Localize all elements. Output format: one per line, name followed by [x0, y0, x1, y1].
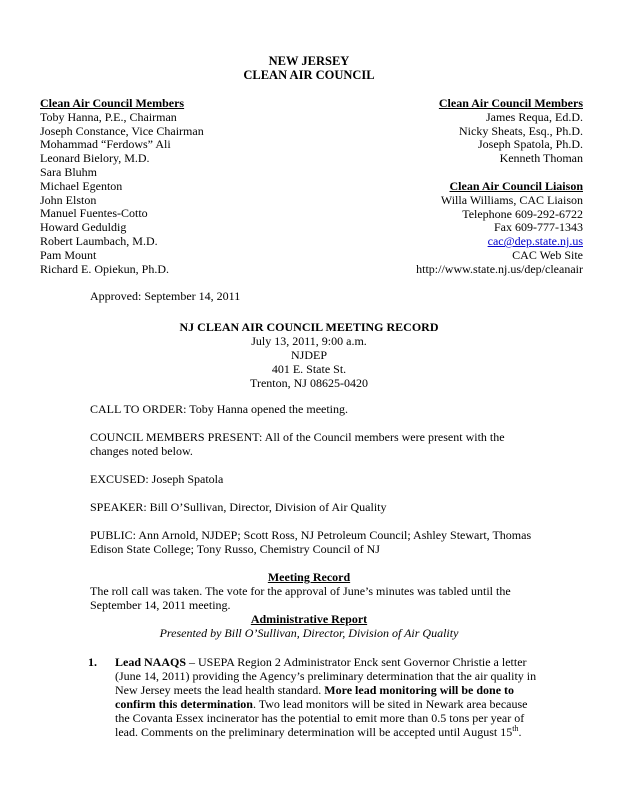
member-name: Pam Mount [40, 247, 97, 262]
admin-report-header [0, 612, 618, 640]
member-name: Manuel Fuentes-Cotto [40, 206, 148, 221]
member-name: Howard Geduldig [40, 220, 127, 235]
member-name: Richard E. Opiekun, Ph.D. [40, 261, 169, 276]
item-text-bold: More lead monitoring will be done to confirm this determination [115, 683, 515, 711]
speaker: SPEAKER: Bill O’Sullivan, Director, Division of Air Quality [90, 500, 387, 514]
excused: EXCUSED: Joseph Spatola [90, 472, 224, 486]
liaison-name: Willa Williams, CAC Liaison [440, 192, 583, 207]
item-number: 1. [88, 655, 97, 669]
liaison-heading: Clean Air Council Liaison [449, 178, 583, 193]
header-state: NEW JERSEY [268, 54, 350, 68]
member-name: Kenneth Thoman [499, 151, 583, 166]
member-name: Sara Bluhm [40, 164, 97, 179]
meeting-record-heading: Meeting Record [267, 570, 351, 584]
public: PUBLIC: Ann Arnold, NJDEP; Scott Ross, NJ Petroleum Council; Ashley Stewart, Thomas Edison State College; Tony Russo, Chemistry Council of NJ [90, 528, 532, 556]
members-heading-right: Clean Air Council Members [438, 96, 583, 110]
member-name: Joseph Constance, Vice Chairman [40, 123, 204, 138]
liaison-fax: Fax 609-777-1343 [494, 220, 583, 235]
header-council: CLEAN AIR COUNCIL [243, 68, 375, 82]
admin-report-subtitle: Presented by Bill O’Sullivan, Director, Division of Air Quality [159, 626, 459, 640]
member-name: Michael Egenton [40, 178, 123, 193]
record-city: Trenton, NJ 08625-0420 [250, 376, 368, 390]
member-name: Toby Hanna, P.E., Chairman [40, 109, 177, 124]
item-text [115, 655, 545, 739]
item-sup: th [512, 724, 519, 733]
approved-date: Approved: September 14, 2011 [90, 289, 241, 303]
members-right-column [303, 96, 583, 276]
liaison-email-link[interactable]: cac@dep.state.nj.us [487, 234, 583, 249]
member-name: Leonard Bielory, M.D. [40, 151, 150, 166]
liaison-telephone: Telephone 609-292-6722 [462, 206, 583, 221]
website-url: http://www.state.nj.us/dep/cleanair [416, 261, 583, 276]
item-text-a: – USEPA Region 2 Administrator Enck sent Governor Christie a letter (June 14, 2011) providing the Agency’s preliminary determination that the air quality in New Jersey meets the lead health standard. [115, 655, 537, 697]
member-name: Joseph Spatola, Ph.D. [478, 137, 583, 152]
member-name: Robert Laumbach, M.D. [40, 233, 158, 248]
meeting-record-header [0, 320, 618, 390]
record-street: 401 E. State St. [271, 362, 347, 376]
call-to-order: CALL TO ORDER: Toby Hanna opened the meeting. [90, 402, 349, 416]
members-left-column [40, 96, 320, 275]
record-org: NJDEP [290, 348, 327, 362]
members-present: COUNCIL MEMBERS PRESENT: All of the Council members were present with the changes noted below. [90, 430, 505, 458]
website-label: CAC Web Site [512, 247, 583, 262]
member-name: John Elston [40, 192, 97, 207]
roll-call-text: The roll call was taken. The vote for the approval of June’s minutes was tabled until the September 14, 2011 meeting. [90, 584, 511, 612]
members-heading-left: Clean Air Council Members [40, 96, 185, 110]
record-date: July 13, 2011, 9:00 a.m. [251, 334, 367, 348]
document-header [0, 54, 618, 82]
item-text-c: . Two lead monitors will be sited in Newark area because the Covanta Essex incinerator has the potential to emit more than 0.5 tons per year of lead. Comments on the preliminary determination will be accepted until August 15 [115, 697, 528, 739]
member-name: Mohammad “Ferdows” Ali [40, 137, 171, 152]
admin-report-title: Administrative Report [250, 612, 368, 626]
item-label: Lead NAAQS [115, 655, 187, 669]
member-name: Nicky Sheats, Esq., Ph.D. [459, 123, 583, 138]
record-title: NJ CLEAN AIR COUNCIL MEETING RECORD [179, 320, 439, 334]
item-text-d: . [518, 725, 522, 739]
member-name: James Requa, Ed.D. [486, 109, 583, 124]
